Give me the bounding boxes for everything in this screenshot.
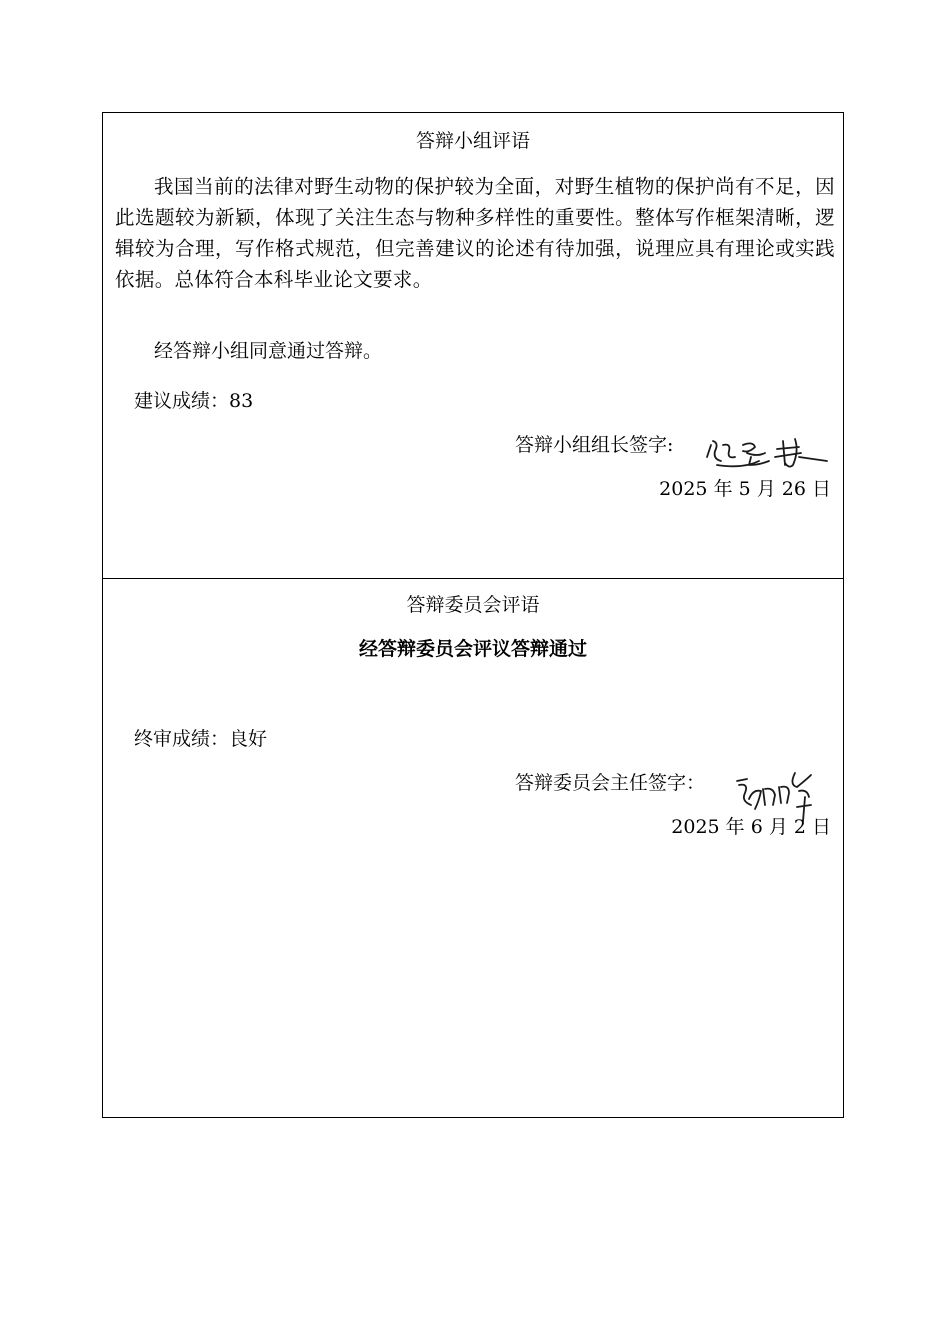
group-decision-text: 经答辩小组同意通过答辩。 [154,340,383,362]
defense-review-form [102,112,844,1118]
suggested-grade-label: 建议成绩： [134,390,230,412]
group-comment-section [103,113,843,579]
committee-comment-heading: 答辩委员会评语 [406,594,540,616]
group-leader-signature-label: 答辩小组组长签字: [515,434,674,456]
suggested-grade-value: 83 [229,390,254,412]
suggested-grade-row [134,389,253,413]
final-grade-value: 良好 [229,728,268,750]
committee-decision-text: 经答辩委员会评议答辩通过 [358,638,587,660]
final-grade-row [134,727,267,751]
committee-chair-signature-label: 答辩委员会主任签字： [515,772,706,794]
group-comment-date: 2025 年 5 月 26 日 [659,478,831,500]
final-grade-label: 终审成绩： [134,728,230,750]
group-leader-signature-image [703,431,833,471]
committee-comment-section [103,579,843,1117]
group-comment-text: 我国当前的法律对野生动物的保护较为全面，对野生植物的保护尚有不足，因此选题较为新颖，体现了关注生态与物种多样性的重要性。整体写作框架清晰，逻辑较为合理，写作格式规范，但完善建议的论述有待加强，说理应具有理论或实践依据。总体符合本科毕业论文要求。 [115,175,835,291]
group-comment-heading: 答辩小组评语 [415,130,530,152]
committee-comment-date: 2025 年 6 月 2 日 [671,816,831,838]
